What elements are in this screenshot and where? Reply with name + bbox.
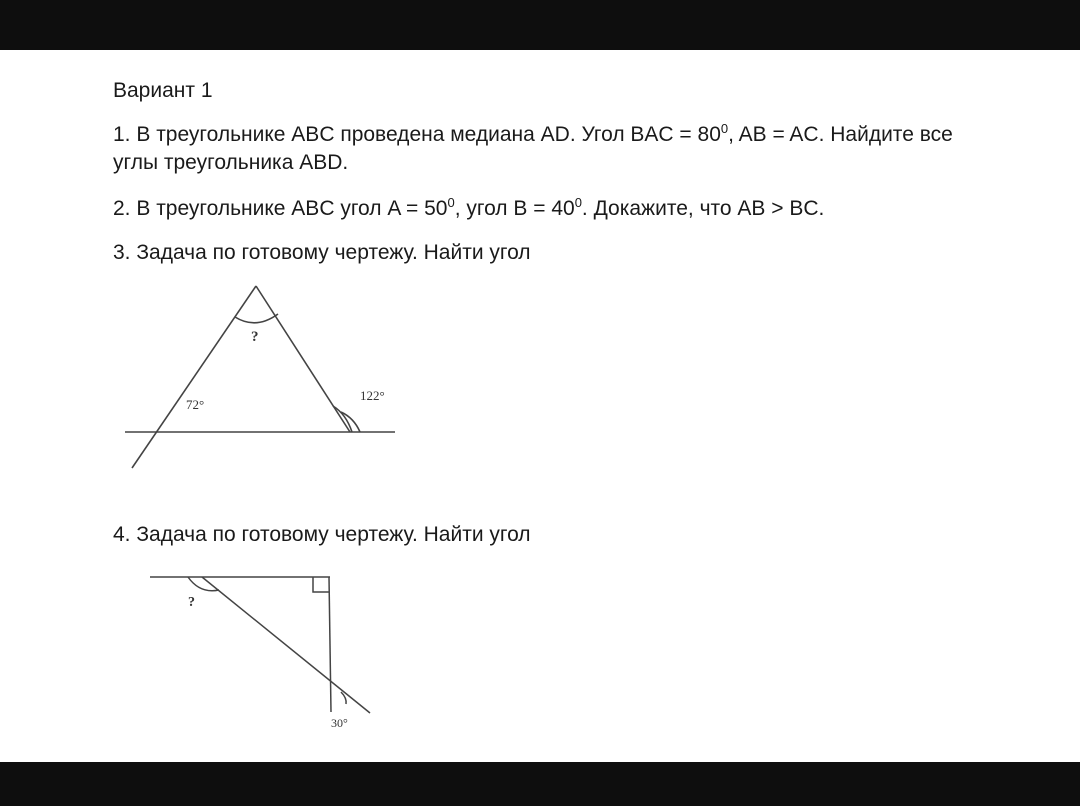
task-1-line-1 <box>113 120 953 149</box>
task-1-degree-sup: 0 <box>720 121 729 136</box>
task-1-text-b: , AB = AC. Найдите все <box>728 123 953 146</box>
variant-heading: Вариант 1 <box>113 79 213 102</box>
left-side-line <box>132 286 256 468</box>
figure-triangle <box>120 280 410 475</box>
task-2-text-c: . Докажите, что AB > BC. <box>581 197 825 220</box>
task-1-text-a: 1. В треугольнике ABC проведена медиана AD. Угол BAC = 80 <box>113 123 721 146</box>
task-2-text-a: 2. В треугольнике ABC угол A = 50 <box>113 197 448 220</box>
apex-angle-arc <box>235 314 278 323</box>
task-4: 4. Задача по готовому чертежу. Найти угол <box>113 523 531 546</box>
diagonal-line <box>202 577 370 713</box>
right-side-line <box>256 286 350 432</box>
figure-2-angle-30-label: 30° <box>331 716 348 730</box>
task-1-line-2: углы треугольника ABD. <box>113 151 349 174</box>
task-3: 3. Задача по готовому чертежу. Найти угол <box>113 241 531 264</box>
top-black-bar <box>0 0 1080 50</box>
bottom-black-bar <box>0 762 1080 806</box>
task-2 <box>113 194 824 223</box>
figure-1-angle-72-label: 72° <box>186 397 205 412</box>
vertical-line <box>329 577 331 712</box>
figure-2-unknown-label: ? <box>188 595 195 610</box>
task-2-degree-sup-a: 0 <box>447 195 455 210</box>
task-2-text-b: , угол B = 40 <box>454 197 575 220</box>
figure-right-angle <box>145 570 385 740</box>
figure-1-unknown-label: ? <box>251 329 259 345</box>
task-2-degree-sup-b: 0 <box>574 195 582 210</box>
figure-1-angle-122-label: 122° <box>360 388 385 403</box>
worksheet-page <box>0 50 1080 762</box>
right-angle-marker <box>313 577 329 592</box>
